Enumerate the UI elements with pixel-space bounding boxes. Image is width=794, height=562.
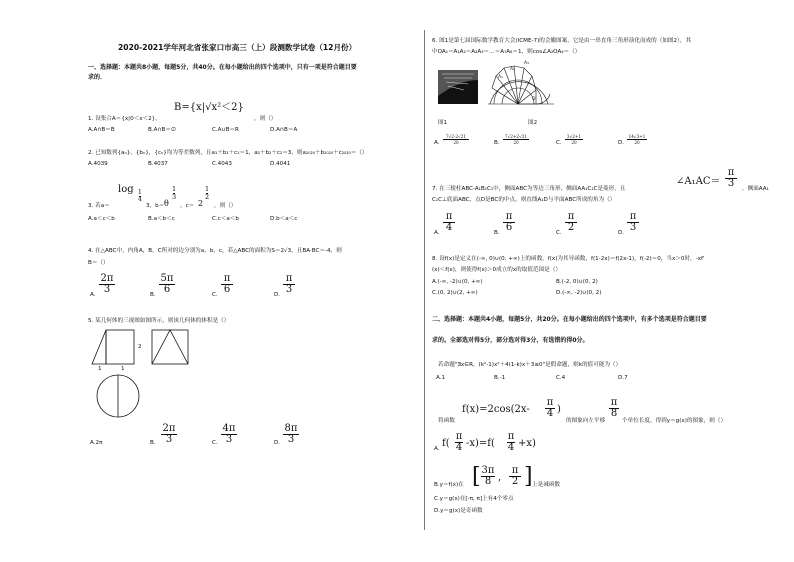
q9-option-a[interactable]: A.1 [436,375,446,381]
q3-stem-mid2: ，c＝ [180,203,195,209]
q7-option-d-value[interactable]: π 3 [626,212,640,233]
q3-c-exp: 1 2 [205,185,210,201]
q5-option-d-value[interactable]: 8π 3 [284,423,298,445]
q6-option-d-letter[interactable]: D. [618,140,625,146]
q4-option-c-value[interactable]: π 6 [220,274,234,295]
q7-option-a-letter[interactable]: A. [434,230,440,236]
q6-option-a-value[interactable]: 7√2-2√21 20 [442,134,470,145]
q10-option-b-frac2: π 2 [508,466,522,487]
q1-option-b[interactable]: B.A∩B＝∅ [148,127,176,133]
q1-stem: 1. 设集合A＝{x|0＜x＜2}， [88,116,161,122]
q2-option-b[interactable]: B.4037 [148,161,168,167]
q5-dim-1a: 1 [98,366,102,372]
q3-stem-end: ，则（） [214,203,237,209]
q8-option-c[interactable]: C.(0, 2)∪(2, +∞) [432,290,478,296]
q10-option-b-bracket-right: ] [524,464,533,489]
q5-option-a[interactable]: A.2π [90,440,103,446]
q6-figure-1-caption: 图1 [438,120,448,126]
q5-option-c-value[interactable]: 4π 3 [222,423,236,445]
q5-option-d-letter[interactable]: D. [274,440,281,446]
q10-option-a-f1: f( [442,438,450,449]
q6-figure-1-logo [434,62,482,112]
q10-option-b-pre: B.y＝f(x)在 [434,482,464,488]
q5-stem: 5. 某几何体的三视图如图所示，则该几何体的体积是（） [88,318,230,324]
q5-option-b-value[interactable]: 2π 3 [162,423,176,445]
q7-angle-value: π 3 [724,168,738,189]
q7-stem: 7. 在三棱柱ABC-A₁B₁C₁中，侧面ABC为等边三角形，侧面AA₁C₁C是菱形，且 [432,186,626,192]
q4-option-b-value[interactable]: 5π 6 [160,273,174,295]
q7-stem2: C₁C⊥底面ABC，点D是BC的中点，则直线A₁D与平面ABC所成的角为（） [432,197,616,203]
q7-option-b-letter[interactable]: B. [494,230,500,236]
q4-option-c-letter[interactable]: C. [212,292,218,298]
q5-dim-2: 2 [138,344,142,350]
section-1-heading: 一、选择题：本题共8小题，每题5分，共40分。在每小题给出的四个选项中，只有一项是符合题目要 [88,64,357,71]
q8-option-d[interactable]: D.(-∞, -2)∪(0, 2) [556,290,602,296]
q3-log-base: 1 4 [138,189,142,203]
q7-option-b-value[interactable]: π 6 [502,212,516,233]
q10-mid: 的图象向左平移 [566,418,606,424]
q10-option-b-bracket-left: [ [472,464,481,489]
q10-option-a-mid: -x)=f( [466,438,495,449]
q3-stem: 3. 若a＝ [88,203,110,209]
q10-end: 个单位长度，得到y＝g(x)的图象，则（） [622,418,727,424]
q10-function: f(x)=2cos(2x- [462,404,530,415]
q4-option-a-value[interactable]: 2π 3 [100,273,114,295]
q3-option-b[interactable]: B.a＜b＜c [148,216,175,222]
q6-figure-2-spiral [488,58,578,116]
q1-option-c[interactable]: C.A∪B＝R [212,127,239,133]
q6-option-c-letter[interactable]: C. [556,140,562,146]
q9-option-b[interactable]: B.-1 [494,375,506,381]
q8-option-a[interactable]: A.(-∞, -2)∪(0, +∞) [432,279,483,285]
q4-option-d-letter[interactable]: D. [274,292,281,298]
section-2-heading: 二、选择题：本题共4小题，每题5分，共20分。在每小题给出的四个选项中，有多个选项是符合题目要 [432,316,707,323]
q4-option-b-letter[interactable]: B. [150,292,156,298]
q6-option-d-value[interactable]: 14√3+1 20 [628,134,646,145]
q8-stem: 8. 设f(x)是定义在(-∞, 0)∪(0, +∞)上的函数，f(x)为其导函数，f(1-2x)＝f(2x-1)，f(-2)＝0，当x＞0时，-xf' [432,256,705,262]
q10-option-b-comma: , [498,472,502,483]
q6-figure-2-caption: 图2 [528,120,538,126]
page-title: 2020-2021学年河北省张家口市高三（上）段测数学试卷（12月份） [118,43,357,52]
q10-option-a-letter: A. [434,446,440,452]
q2-stem: 2. 已知数列{aₙ}，{bₙ}，{cₙ}均为等差数列，且a₁＋b₁＋c₁＝1，a₂＋b₂＋c₂＝3，则a₂₀₂₀＋b₂₀₂₀＋c₂₀₂₀＝（） [88,150,368,156]
q4-option-a-letter[interactable]: A. [90,292,96,298]
q3-option-a[interactable]: A.a＜c＜b [88,216,115,222]
q5-three-view-figure [88,328,198,430]
q10-option-b-frac1: 3π 8 [481,465,495,487]
q3-b-base: θ [164,199,169,208]
q10-prefix: 将函数 [438,418,455,424]
column-divider [424,30,425,530]
q3-option-d[interactable]: D.b＜a＜c [270,216,298,222]
q10-option-c[interactable]: C.y＝g(x)在[-π, π]上有4个零点 [434,496,514,502]
q3-b-exp: 1 3 [172,185,177,201]
q7-option-c-letter[interactable]: C. [556,230,562,236]
q7-option-c-value[interactable]: π 2 [564,212,578,233]
q1-stem-end: ，则（） [254,116,277,122]
q1-set-b: B={x|√x²＜2} [174,102,244,113]
q8-option-b[interactable]: B.(-2, 0)∪(0, 2) [556,279,598,285]
q9-option-d[interactable]: D.7 [618,375,628,381]
q6-label-o: O [532,97,536,102]
q1-option-d[interactable]: D.A∩B＝A [270,127,298,133]
q7-option-a-value[interactable]: π 4 [442,212,456,233]
q6-option-a-letter[interactable]: A. [434,140,440,146]
q1-option-a[interactable]: A.A∩B＝B [88,127,115,133]
section-2-heading-cont: 求的。全部选对得5分，部分选对得3分，有选错的得0分。 [432,337,589,344]
q3-log: log [118,184,134,195]
q10-function-end: ) [557,404,561,415]
q10-option-b-end: 上是减函数 [532,482,560,488]
q2-option-c[interactable]: C.4043 [212,161,232,167]
q6-label-a3: A₃ [524,61,529,66]
q9-option-c[interactable]: C.4 [556,375,566,381]
q10-option-a-frac2: π 4 [507,431,515,453]
q5-dim-1b: 1 [121,366,125,372]
q4-stem2: B＝（） [88,260,109,266]
q10-option-d[interactable]: D.y＝g(x)是奇函数 [434,508,483,514]
q6-option-b-value[interactable]: 7√2+2√21 20 [504,134,528,145]
q4-stem: 4. 在△ABC中，内角A，B，C所对的边分别为a，b，c，若△ABC的面积为S＝2√3，且BA·BC＝-4，则 [88,248,342,254]
q3-c-base: 2 [198,199,204,208]
q2-option-a[interactable]: A.4039 [88,161,108,167]
q4-option-d-value[interactable]: π 3 [282,274,296,295]
q6-option-c-value[interactable]: 3√2+1 20 [566,134,582,145]
q7-option-d-letter[interactable]: D. [618,230,625,236]
q10-option-a-frac1: π 4 [455,431,463,453]
q3-stem-mid1: 3，b＝ [146,203,165,209]
q10-option-a-end: +x) [518,438,536,449]
q6-stem: 6. 图1是第七届国际数学教育大会(ICME-7)的会徽图案，它是由一串直角三角形演化而成的（如图2），其 [432,38,692,44]
q6-option-b-letter[interactable]: B. [494,140,500,146]
q2-option-d[interactable]: D.4041 [270,161,291,167]
q5-option-b-letter[interactable]: B. [150,440,156,446]
q7-angle: ∠A₁AC＝ [676,176,721,187]
q6-label-a2: A₂ [510,67,515,72]
q10-function-frac: π 4 [546,397,554,419]
q5-option-c-letter[interactable]: C. [212,440,218,446]
q9-stem: 若命题"∃x∈R，(k²-1)x²＋4(1-k)x＋3≤0"是假命题，则k的值可能为（） [438,362,622,368]
q6-label-a1: A₁ [498,75,503,80]
q10-shift-frac: π 8 [610,397,618,419]
q3-option-c[interactable]: C.c＜a＜b [212,216,239,222]
q8-stem2: (x)＜f(x)，则使得f(x)＞0成立的x的取值范围是（） [432,267,561,273]
section-1-heading-cont: 求的． [88,74,107,81]
q7-stem-end: ，侧面AA₁ [742,186,769,192]
q6-stem2: 中OA₁＝A₁A₂＝A₂A₃＝…＝A₇A₈＝1，则cos∠A₂OA₄＝（） [432,49,581,55]
